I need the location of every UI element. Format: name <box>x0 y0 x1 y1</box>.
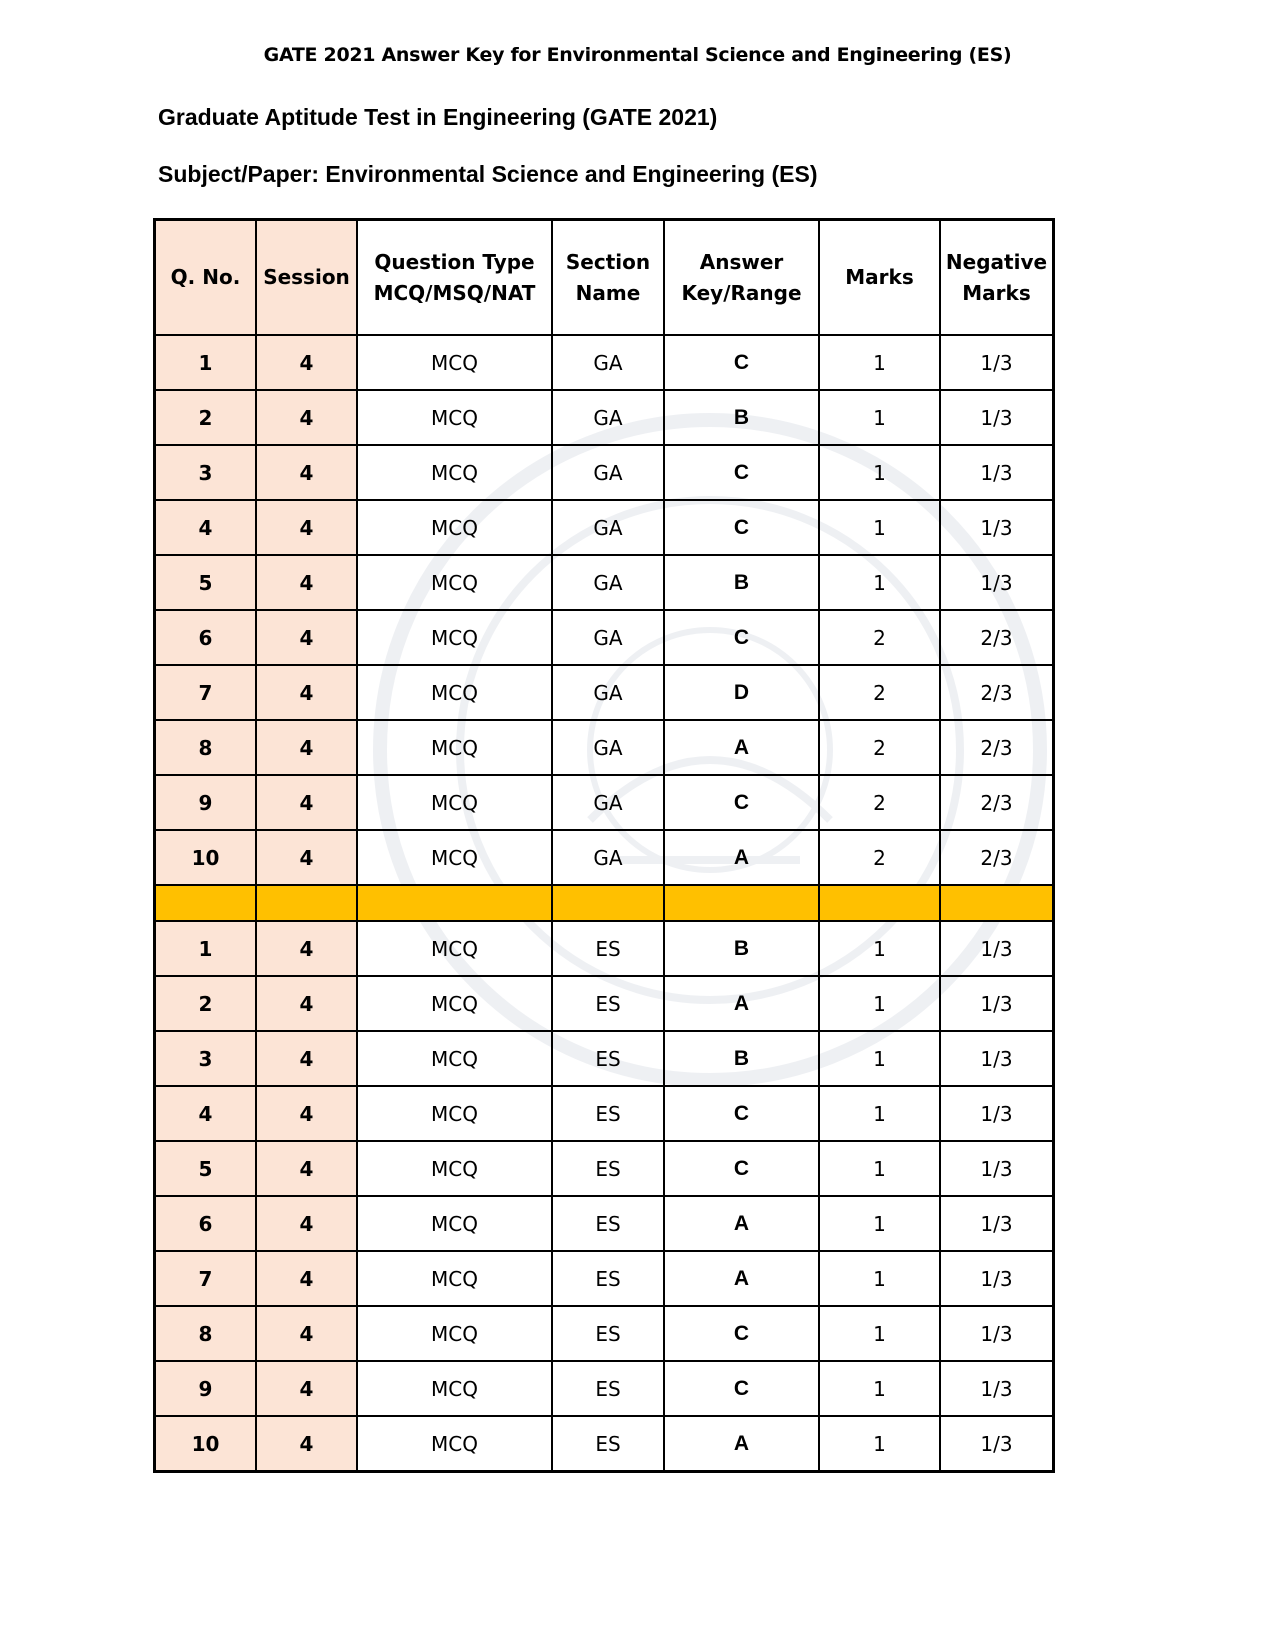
qno-cell: 10 <box>155 830 257 885</box>
session-cell: 4 <box>256 775 357 830</box>
marks-cell: 2 <box>819 610 940 665</box>
table-row <box>155 500 1054 555</box>
section-name-cell: ES <box>552 1031 664 1086</box>
answer-key-cell: C <box>664 445 819 500</box>
qno-cell: 3 <box>155 1031 257 1086</box>
marks-cell: 1 <box>819 1086 940 1141</box>
answer-key-cell: C <box>664 775 819 830</box>
question-type-cell: MCQ <box>357 720 552 775</box>
section-name-cell: GA <box>552 445 664 500</box>
marks-cell: 1 <box>819 445 940 500</box>
marks-cell: 1 <box>819 1031 940 1086</box>
negative-marks-cell: 1/3 <box>940 390 1054 445</box>
marks-cell: 2 <box>819 830 940 885</box>
qno-cell: 9 <box>155 1361 257 1416</box>
header-negative-marks <box>940 220 1054 336</box>
marks-cell: 1 <box>819 1361 940 1416</box>
negative-marks-cell: 2/3 <box>940 610 1054 665</box>
negative-marks-cell: 1/3 <box>940 445 1054 500</box>
marks-cell: 1 <box>819 1306 940 1361</box>
header-section-name <box>552 220 664 336</box>
session-cell: 4 <box>256 1416 357 1472</box>
section-name-cell: GA <box>552 500 664 555</box>
session-cell: 4 <box>256 830 357 885</box>
answer-key-cell: A <box>664 830 819 885</box>
answer-key-cell: C <box>664 1086 819 1141</box>
question-type-cell: MCQ <box>357 1306 552 1361</box>
qno-cell: 8 <box>155 1306 257 1361</box>
qno-cell: 2 <box>155 390 257 445</box>
question-type-cell: MCQ <box>357 1031 552 1086</box>
separator-cell <box>664 885 819 921</box>
session-cell: 4 <box>256 610 357 665</box>
table-row <box>155 1086 1054 1141</box>
header-marks-label: Marks <box>845 265 914 289</box>
negative-marks-cell: 2/3 <box>940 665 1054 720</box>
header-answer-line1: Answer <box>699 249 784 274</box>
table-row <box>155 665 1054 720</box>
answer-key-cell: B <box>664 390 819 445</box>
negative-marks-cell: 2/3 <box>940 720 1054 775</box>
section-separator-row <box>155 885 1054 921</box>
negative-marks-cell: 1/3 <box>940 1416 1054 1472</box>
question-type-cell: MCQ <box>357 1361 552 1416</box>
answer-key-cell: A <box>664 1196 819 1251</box>
answer-key-cell: B <box>664 1031 819 1086</box>
separator-body <box>155 885 1054 921</box>
session-cell: 4 <box>256 445 357 500</box>
question-type-cell: MCQ <box>357 1416 552 1472</box>
marks-cell: 2 <box>819 775 940 830</box>
marks-cell: 1 <box>819 1251 940 1306</box>
table-row <box>155 976 1054 1031</box>
header-answer-line2: Key/Range <box>681 280 802 305</box>
qno-cell: 5 <box>155 1141 257 1196</box>
es-section-body <box>155 921 1054 1472</box>
negative-marks-cell: 1/3 <box>940 976 1054 1031</box>
table-row <box>155 555 1054 610</box>
question-type-cell: MCQ <box>357 1141 552 1196</box>
question-type-cell: MCQ <box>357 1251 552 1306</box>
table-row <box>155 1141 1054 1196</box>
header-session-label: Session <box>263 265 350 289</box>
session-cell: 4 <box>256 1031 357 1086</box>
separator-cell <box>256 885 357 921</box>
document-title: Graduate Aptitude Test in Engineering (GATE 2021) <box>158 104 718 130</box>
session-cell: 4 <box>256 1141 357 1196</box>
question-type-cell: MCQ <box>357 921 552 976</box>
table-row <box>155 1416 1054 1472</box>
qno-cell: 2 <box>155 976 257 1031</box>
negative-marks-cell: 1/3 <box>940 1031 1054 1086</box>
qno-cell: 3 <box>155 445 257 500</box>
answer-key-cell: A <box>664 976 819 1031</box>
marks-cell: 1 <box>819 555 940 610</box>
marks-cell: 1 <box>819 1196 940 1251</box>
negative-marks-cell: 1/3 <box>940 1086 1054 1141</box>
answer-key-cell: A <box>664 720 819 775</box>
header-negative-line1: Negative <box>945 249 1048 274</box>
session-cell: 4 <box>256 1086 357 1141</box>
marks-cell: 1 <box>819 500 940 555</box>
section-name-cell: ES <box>552 1086 664 1141</box>
table-row <box>155 1251 1054 1306</box>
answer-key-cell: B <box>664 921 819 976</box>
qno-cell: 1 <box>155 921 257 976</box>
section-name-cell: ES <box>552 976 664 1031</box>
table-header-row <box>155 220 1054 336</box>
negative-marks-cell: 1/3 <box>940 1141 1054 1196</box>
table-row <box>155 1031 1054 1086</box>
section-name-cell: GA <box>552 665 664 720</box>
session-cell: 4 <box>256 665 357 720</box>
question-type-cell: MCQ <box>357 335 552 390</box>
negative-marks-cell: 2/3 <box>940 775 1054 830</box>
question-type-cell: MCQ <box>357 830 552 885</box>
session-cell: 4 <box>256 1361 357 1416</box>
table-row <box>155 335 1054 390</box>
section-name-cell: ES <box>552 921 664 976</box>
session-cell: 4 <box>256 976 357 1031</box>
table-row <box>155 390 1054 445</box>
answer-key-cell: C <box>664 500 819 555</box>
header-negative-line2: Marks <box>962 280 1031 305</box>
separator-cell <box>819 885 940 921</box>
qno-cell: 4 <box>155 500 257 555</box>
qno-cell: 1 <box>155 335 257 390</box>
table-row <box>155 830 1054 885</box>
negative-marks-cell: 2/3 <box>940 830 1054 885</box>
session-cell: 4 <box>256 390 357 445</box>
qno-cell: 10 <box>155 1416 257 1472</box>
question-type-cell: MCQ <box>357 665 552 720</box>
session-cell: 4 <box>256 555 357 610</box>
question-type-cell: MCQ <box>357 610 552 665</box>
table-row <box>155 445 1054 500</box>
answer-key-cell: C <box>664 1306 819 1361</box>
session-cell: 4 <box>256 1251 357 1306</box>
section-name-cell: ES <box>552 1251 664 1306</box>
table-row <box>155 610 1054 665</box>
answer-key-cell: C <box>664 1141 819 1196</box>
ga-section-body <box>155 335 1054 885</box>
header-marks <box>819 220 940 336</box>
marks-cell: 1 <box>819 335 940 390</box>
marks-cell: 1 <box>819 1141 940 1196</box>
marks-cell: 2 <box>819 720 940 775</box>
answer-key-table <box>153 218 1055 1473</box>
table-row <box>155 775 1054 830</box>
answer-key-cell: B <box>664 555 819 610</box>
session-cell: 4 <box>256 921 357 976</box>
section-name-cell: GA <box>552 555 664 610</box>
section-name-cell: ES <box>552 1361 664 1416</box>
section-name-cell: GA <box>552 775 664 830</box>
table-row <box>155 1361 1054 1416</box>
qno-cell: 8 <box>155 720 257 775</box>
marks-cell: 1 <box>819 921 940 976</box>
negative-marks-cell: 1/3 <box>940 1251 1054 1306</box>
section-name-cell: GA <box>552 720 664 775</box>
header-question-type <box>357 220 552 336</box>
qno-cell: 5 <box>155 555 257 610</box>
session-cell: 4 <box>256 720 357 775</box>
separator-cell <box>940 885 1054 921</box>
negative-marks-cell: 1/3 <box>940 335 1054 390</box>
table-row <box>155 1306 1054 1361</box>
qno-cell: 6 <box>155 610 257 665</box>
marks-cell: 1 <box>819 1416 940 1472</box>
marks-cell: 1 <box>819 390 940 445</box>
question-type-cell: MCQ <box>357 1196 552 1251</box>
negative-marks-cell: 1/3 <box>940 921 1054 976</box>
section-name-cell: ES <box>552 1196 664 1251</box>
table-row <box>155 1196 1054 1251</box>
qno-cell: 7 <box>155 665 257 720</box>
table-row <box>155 720 1054 775</box>
answer-key-cell: A <box>664 1416 819 1472</box>
qno-cell: 4 <box>155 1086 257 1141</box>
question-type-cell: MCQ <box>357 500 552 555</box>
header-qno-label: Q. No. <box>170 265 241 289</box>
question-type-cell: MCQ <box>357 390 552 445</box>
section-name-cell: ES <box>552 1141 664 1196</box>
header-answer-key <box>664 220 819 336</box>
section-name-cell: GA <box>552 610 664 665</box>
answer-key-cell: C <box>664 610 819 665</box>
table-row <box>155 921 1054 976</box>
answer-key-cell: C <box>664 335 819 390</box>
negative-marks-cell: 1/3 <box>940 1306 1054 1361</box>
question-type-cell: MCQ <box>357 775 552 830</box>
session-cell: 4 <box>256 1306 357 1361</box>
header-qno <box>155 220 257 336</box>
answer-key-cell: D <box>664 665 819 720</box>
section-name-cell: ES <box>552 1416 664 1472</box>
header-question-type-line2: MCQ/MSQ/NAT <box>373 280 536 305</box>
header-section-line2: Name <box>575 280 641 305</box>
question-type-cell: MCQ <box>357 976 552 1031</box>
session-cell: 4 <box>256 500 357 555</box>
marks-cell: 2 <box>819 665 940 720</box>
negative-marks-cell: 1/3 <box>940 555 1054 610</box>
section-name-cell: GA <box>552 830 664 885</box>
marks-cell: 1 <box>819 976 940 1031</box>
header-session <box>256 220 357 336</box>
question-type-cell: MCQ <box>357 1086 552 1141</box>
qno-cell: 9 <box>155 775 257 830</box>
header-question-type-line1: Question Type <box>374 249 535 274</box>
document-subtitle: Subject/Paper: Environmental Science and Engineering (ES) <box>158 161 818 187</box>
qno-cell: 7 <box>155 1251 257 1306</box>
question-type-cell: MCQ <box>357 445 552 500</box>
section-name-cell: ES <box>552 1306 664 1361</box>
question-type-cell: MCQ <box>357 555 552 610</box>
page-header: GATE 2021 Answer Key for Environmental Science and Engineering (ES) <box>263 44 1012 66</box>
negative-marks-cell: 1/3 <box>940 1361 1054 1416</box>
negative-marks-cell: 1/3 <box>940 1196 1054 1251</box>
separator-cell <box>552 885 664 921</box>
section-name-cell: GA <box>552 335 664 390</box>
header-section-line1: Section <box>565 249 651 274</box>
answer-key-cell: C <box>664 1361 819 1416</box>
session-cell: 4 <box>256 335 357 390</box>
qno-cell: 6 <box>155 1196 257 1251</box>
session-cell: 4 <box>256 1196 357 1251</box>
section-name-cell: GA <box>552 390 664 445</box>
answer-key-cell: A <box>664 1251 819 1306</box>
separator-cell <box>155 885 257 921</box>
negative-marks-cell: 1/3 <box>940 500 1054 555</box>
separator-cell <box>357 885 552 921</box>
